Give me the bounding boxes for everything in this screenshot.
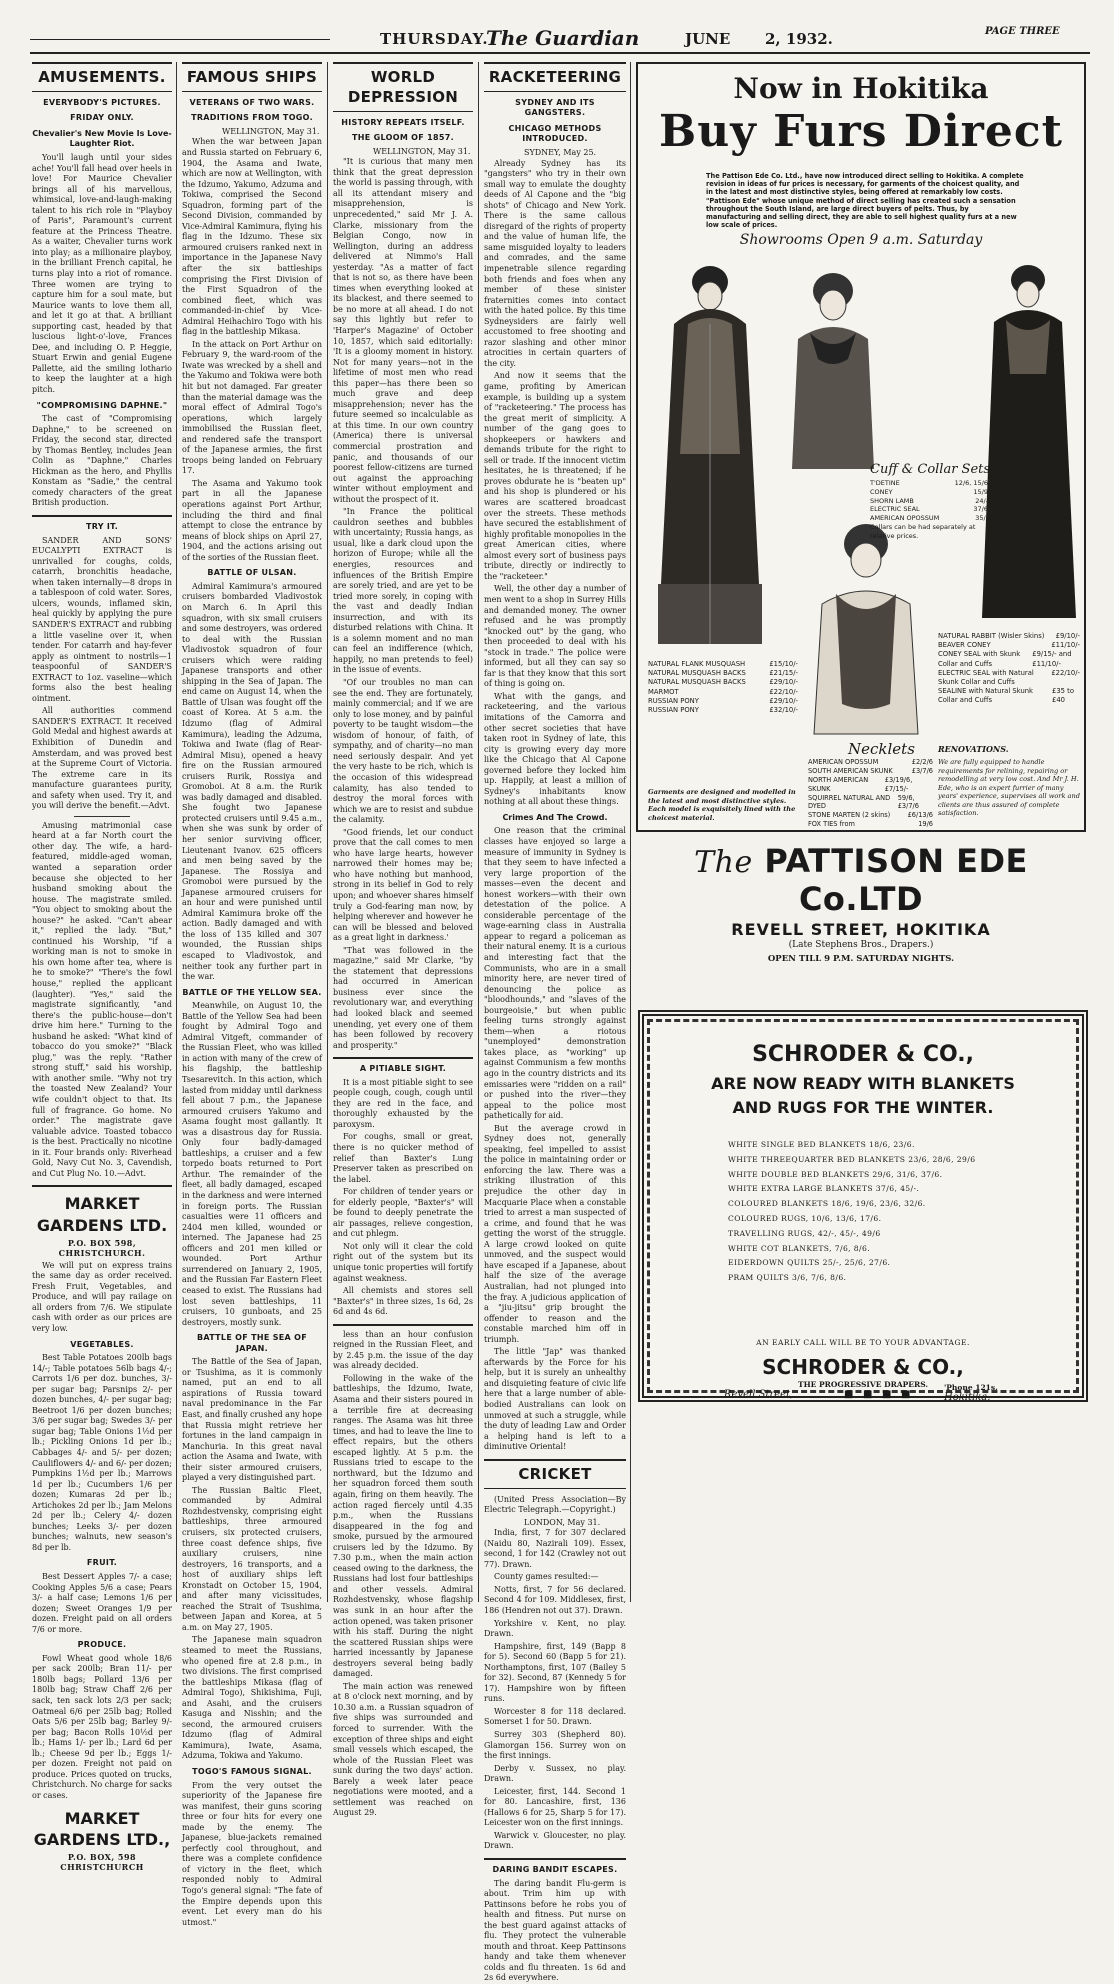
renovations-text: We are fully equipped to handle requirements for relining, repairing or remodelling at very low cost. And Mr J. H. Ede, who is an expert furrier of many years' experience, supervises all work and clients are thus assured of complete satisfaction. [938, 758, 1080, 818]
dateline: WELLINGTON, May 31. [222, 126, 320, 136]
price-item-price: 35/- [975, 514, 988, 523]
pattison-street: REVELL STREET, HOKITIKA [731, 920, 991, 939]
price-item-price: £9/10/- [1055, 632, 1080, 640]
depression-subhead: HISTORY REPEATS ITSELF. [341, 117, 465, 127]
cricket-result: County games resulted:— [494, 1572, 599, 1582]
price-item-name: NATURAL FLANK MUSQUASH [648, 660, 746, 668]
article-paragraph: From the very outset the superiority of the Japanese fire was manifest, their guns scoring three or four hits for every one made by the enemy. The Japanese, blue-jackets remained perfectly cool throughout, and there was a complete confidence of victory in the fleet, which responded nobly to Admiral Togo's general signal: "The fate of the Empire depends upon this event. Let every man do his utmost." [182, 1780, 322, 1927]
price-row [648, 669, 798, 678]
article-paragraph: Best Dessert Apples 7/- a case; Cooking Apples 5/6 a case; Pears 3/- a half case; Lemons 1/6 per dozen; Sweet Oranges 1/9 per dozen. Freight paid on all orders 7/6 or more. [32, 1572, 172, 1634]
depression-title: WORLD DEPRESSION [347, 68, 459, 106]
pattison-logo-name: PATTISON EDE Co.LTD [764, 842, 1028, 918]
masthead-paper-name: The Guardian [486, 26, 640, 50]
article-paragraph: Not only will it clear the cold right out of the system but its unique tonic properties will fortify against weakness. [333, 1241, 473, 1283]
cricket-result: Derby v. Sussex, no play. Drawn. [484, 1763, 626, 1784]
necklets-price-list [808, 758, 933, 829]
ships-subhead: TOGO'S FAMOUS SIGNAL. [192, 1767, 312, 1777]
masthead-rule [30, 39, 330, 40]
price-item-name: T'DETINE [870, 479, 900, 487]
article-paragraph: "In France the political cauldron seethes and bubbles with uncertainty; Russia hangs, as usual, like a dark cloud upon the horizon of Europe; while all the energies, resources and influences of the British Empire are sorely tried, and are yet to be tried more sorely, in coping with the vast and deadly Indian insurrection, and with its disturbed relations with China. It is a solemn moment and no man can feel an indifference (which, happily, no man pretends to feel) in the issue of events. [333, 507, 473, 675]
vegetables-heading: VEGETABLES. [70, 1339, 134, 1349]
price-row [808, 811, 933, 820]
price-item-price: £22/10/- [769, 687, 798, 696]
masthead-month: JUNE [685, 30, 731, 48]
article-paragraph: Already Sydney has its "gangsters" who try in their own small way to emulate the doughty deeds of Al Capone and the "big shots" of Chicago and New York. There is the same callous disregard of the rights of property and the value of human life, the same misguided loyalty to leaders and comrades, and the same impenetrable silence regarding both friends and foes when any member of these sinister fraternities comes into contact with the hated police. By this time Sydneysiders are fairly well accustomed to free shooting and razor slashing and other minor atrocities in certain quarters of the city. [484, 158, 626, 368]
section-rule [484, 1858, 626, 1860]
schroder-advertisement [638, 1010, 1088, 1402]
price-item-price: £3/19/6, £7/15/- [884, 775, 913, 793]
price-item-name: CONEY [870, 487, 893, 496]
price-item-price: £15/10/- [769, 660, 798, 668]
dateline: LONDON, May 31. [524, 1517, 601, 1527]
fur-ad-now-in-hokitika: Now in Hokitika [733, 72, 989, 105]
racketeering-title: RACKETEERING [488, 68, 622, 86]
schroder-phone: 'Phone 121s. [944, 1383, 998, 1392]
price-item-price: £2/2/6 [911, 758, 933, 766]
article-paragraph: "Of our troubles no man can see the end. They are fortunately, mainly commercial; and if we are only to lose money, and by painful poverty to be taught wisdom—the wisdom of honour, of faith, of sympathy, and of charity—no man need seriously despair. And yet the very haste to be rich, which is the occasion of this widespread calamity, has also tended to destroy the moral forces with which we are to resist and subdue the calamity. [333, 678, 473, 825]
coat-price-list-right [938, 632, 1080, 705]
price-item-price: £11/10/- [1051, 641, 1080, 650]
schroder-item: COLOURED BLANKETS 18/6, 19/6, 23/6, 32/6. [728, 1199, 926, 1209]
article-paragraph: It is a most pitiable sight to see people cough, cough, cough until they are red in the face, and thoroughly exhausted by the paroxysm. [333, 1077, 473, 1129]
article-paragraph: less than an hour confusion reigned in the Russian Fleet, and by 2.45 p.m. the issue of the day was already decided. [333, 1329, 473, 1371]
schroder-item: WHITE DOUBLE BED BLANKETS 29/6, 31/6, 37/6. [728, 1169, 943, 1179]
price-row [648, 660, 798, 669]
market-gardens-title-footer: MARKET GARDENS LTD., [33, 1808, 171, 1849]
schroder-name-footer: SCHRODER & CO., [762, 1355, 964, 1379]
price-item-price: £3/7/6 [911, 766, 933, 775]
article-paragraph: The Battle of the Sea of Japan, or Tsushima, as it is commonly named, put an end to all aspirations of Russia toward naval predominance in the Far East, and finally crushed any hope that Russia might retrieve her fortunes in the land campaign in Manchuria. In this great naval action the Asama and Iwate, with their sister armoured cruisers, played a very distinguished part. [182, 1357, 322, 1483]
ships-subhead: TRADITIONS FROM TOGO. [191, 113, 313, 123]
market-gardens-title: MARKET GARDENS LTD. [36, 1194, 168, 1235]
schroder-dot-leader: ■ ■ ■ ■ [844, 1389, 911, 1400]
article-paragraph: Fowl Wheat good whole 18/6 per sack 200lb; Bran 11/- per 180lb bags; Pollard 13/6 per 180lb bag; Straw Chaff 2/6 per sack, ten sack lots 2/3 per sack; Oatmeal 6/6 per 25lb bag; Rolled Oats 5/6 per 25lb bag; Barley 9/- per bag; Bacon Rolls 10½d per lb.; Hams 1/- per lb.; Lard 6d per lb.; Cheese 9d per lb.; Eggs 1/- per dozen. Freight not paid on produce. Prices quoted on trucks, Christchurch. No charge for sacks or cases. [32, 1653, 172, 1800]
article-paragraph: You'll laugh until your sides ache! You'll fall head over heels in love! For Maurice Chevalier brings all of his marvellous, whimsical, love-and-laugh-making talent to his rich role in "Playboy of Paris", Paramount's current feature at the Princess Theatre. As a waiter, Chevalier turns work into play; as a millionaire playboy, in the brilliant French capital, he turns play into a riot of romance. Three women are trying to capture him for a soul mate, but Maurice wants to love them all, and let it go at that. A brilliant supporting cast, headed by that luscious light-o'-love, Frances Dee, and including O. P. Heggie, Stuart Erwin and genial Eugene Pallette, aid the smiling lothario to keep the laughter at a high pitch. [32, 152, 172, 395]
price-item-price: £29/10/- [769, 696, 798, 705]
schroder-town: Hokitika. [944, 1392, 991, 1403]
price-item-name: ELECTRIC SEAL [870, 505, 920, 514]
article-paragraph: The Asama and Yakumo took part in all the Japanese operations against Port Arthur, including the third and final attempt to close the entrance by means of block ships on April 27, 1904, and the actions arising out of the sorties of the Russian fleet. [182, 478, 322, 562]
price-item-name: NATURAL MUSQUASH BACKS [648, 669, 746, 678]
schroder-early-call: AN EARLY CALL WILL BE TO YOUR ADVANTAGE. [756, 1338, 970, 1347]
article-paragraph: One reason that the criminal classes have enjoyed so large a measure of immunity in Sydney is that they seem to have infected a very large proportion of the masses—even the decent and honest workers—with their own detestation of the police. A considerable percentage of the wage-earning class in Australia appear to regard a policeman as their natural enemy. It is a curious and interesting fact that the Communists, who are in a small minority here, are never tired of denouncing the police as "bloodhounds," and "slaves of the bourgeoisie," but when public feeling turns strongly against them—when a riotous "unemployed" demonstration takes place, as "working" up against Communism a few months ago in the country districts and its emissaries were "ridden on a rail" or pushed into the river—they appeal to the police most pathetically for aid. [484, 826, 626, 1121]
article-paragraph: The Russian Baltic Fleet, commanded by Admiral Rozhdestvensky, comprising eight battleships, three armoured cruisers, six protected cruisers, three coast defence ships, five auxiliary cruisers, nine destroyers, 16 transports, and a host of auxiliary ships left Kronstadt on October 15, 1904, and after many vicissitudes, reached the Strait of Tsushima, between Japan and Korea, at 5 a.m. on May 27, 1905. [182, 1485, 322, 1632]
fur-advertisement [636, 62, 1086, 832]
article-paragraph: We will put on express trains the same day as order received. Fresh Fruit, Vegetables, and Produce, and will pay railage on all orders from 7/6. We stipulate cash with order as our prices are very low. [32, 1260, 172, 1333]
price-row [870, 505, 988, 514]
cricket-result: Surrey 303 (Shepherd 80). Glamorgan 156. Surrey won on the first innings. [484, 1729, 626, 1761]
ships-subhead: BATTLE OF THE SEA OF JAPAN. [196, 1333, 308, 1353]
pattison-ede-logo [636, 842, 1086, 918]
cuff-collar-price-list [870, 479, 988, 540]
price-item-price: 15/9 [973, 487, 988, 496]
price-item-price: £6/13/6 [907, 811, 933, 820]
amusements-subhead: EVERYBODY'S PICTURES. [43, 97, 161, 107]
price-item-name: NORTH AMERICAN SKUNK [808, 775, 869, 793]
price-item-name: MARMOT [648, 687, 679, 696]
market-gardens-address-footer: P.O. BOX, 598 CHRISTCHURCH [60, 1851, 144, 1873]
article-paragraph: Following in the wake of the battleships, the Idzumo, Iwate, Asama and their sisters poured in a terrible fire at decreasing ranges. The Asama was hit three times, and had to leave the line to effect repairs, but the others escaped lightly. At 5 p.m. the Russians tried to escape to the northward, but the Idzumo and her squadron forced them south again, firing on them heavily. The action raged fiercely until 4.35 p.m., when the Russians disappeared in the fog and smoke, pursued by the armoured cruisers led by the Idzumo. By 7.30 p.m., when the main action ceased owing to the darkness, the Russians had lost four battleships and other vessels. Admiral Rozhdestvensky, whose flagship was sunk in an hour after the action opened, was taken prisoner with his staff. During the night the scattered Russian ships were harried incessantly by Japanese destroyers several being badly damaged. [333, 1373, 473, 1679]
price-item-name: SQUIRREL NATURAL AND DYED [808, 793, 891, 811]
amusements-subhead: Chevalier's New Movie Is Love-Laughter Riot. [32, 128, 172, 149]
price-row [808, 767, 933, 776]
article-paragraph: Well, the other day a number of men went to a shop in Surrey Hills and demanded money. The owner refused and he was promptly "knocked out" by the gang, who then proceeded to deal with his "stock in trade." The police were informed, but all they can say so far is that they know that this sort of thing is going on. [484, 584, 626, 689]
column-divider [630, 62, 631, 1602]
cuff-collar-note: Collars can be had separately at relative prices. [870, 522, 976, 540]
woman-fur-collar-portrait [788, 259, 878, 469]
fruit-heading: FRUIT. [86, 1558, 118, 1568]
article-paragraph: All chemists and stores sell "Baxter's" in three sizes, 1s 6d, 2s 6d and 4s 6d. [333, 1286, 473, 1317]
schroder-item: PRAM QUILTS 3/6, 7/6, 8/6. [728, 1273, 847, 1283]
price-row [938, 632, 1080, 641]
racketeering-subhead: Crimes And The Crowd. [502, 812, 608, 822]
column-world-depression [333, 62, 473, 1818]
article-paragraph: In the attack on Port Arthur on February 9, the ward-room of the Iwate was wrecked by a shell and the Yakumo and Tokiwa were both hit but not damaged. Far greater than the material damage was the moral effect of Admiral Togo's operations, which largely immobilised the Russian fleet, and rendered safe the transport of the Japanese armies, the first troops being landed on February 17. [182, 339, 322, 476]
price-item-name: STONE MARTEN (2 skins) [808, 811, 891, 820]
price-item-price: £21/15/- [769, 669, 798, 678]
schroder-address: Revell Street, [724, 1389, 794, 1400]
cricket-result: Leicester, first, 144. Second 1 for 80. Lancashire, first, 136 (Hallows 6 for 25, Sharp 5 for 17). Leicester won on the first innings. [484, 1786, 626, 1828]
schroder-rugs-line: AND RUGS FOR THE WINTER. [732, 1098, 994, 1117]
price-item-name: ELECTRIC SEAL with Natural Skunk Collar and Cuffs [938, 668, 1034, 686]
amusements-title: AMUSEMENTS. [38, 68, 166, 86]
masthead-date: 2, 1932. [765, 30, 833, 48]
column-divider [327, 62, 328, 1602]
pattison-ede-block [636, 838, 1086, 964]
article-paragraph: "That was followed in the magazine," said Mr Clarke, "by the statement that depressions had occurred in American business ever since the revolutionary war, and everything had looked black and seemed unending, yet every one of them has been followed by recovery and prosperity." [333, 945, 473, 1050]
price-row [808, 776, 933, 794]
article-paragraph: What with the gangs, and racketeering, and the various imitations of the Camorra and other secret societies that have taken root in Sydney of late, this city is growing every day more like the Chicago that Al Capone governed before they locked him up. Happily, at least a million of Sydney's inhabitants know nothing at all about these things. [484, 691, 626, 807]
racketeering-header [484, 62, 626, 92]
price-item-name: SOUTH AMERICAN SKUNK [808, 766, 893, 775]
cricket-result: Notts, first, 7 for 56 declared. Second 4 for 109. Middlesex, first, 186 (Hendren not out 37). Drawn. [484, 1584, 626, 1615]
price-row [938, 641, 1080, 650]
coat-price-list-left [648, 660, 798, 715]
price-item-name: AMERICAN OPOSSUM [808, 758, 879, 766]
amusements-subhead: "COMPROMISING DAPHNE." [36, 400, 168, 410]
ships-subhead: VETERANS OF TWO WARS. [189, 97, 315, 107]
price-item-name: BEAVER CONEY [938, 641, 991, 650]
price-row [808, 758, 933, 767]
section-rule [32, 1185, 172, 1187]
garment-note: Garments are designed and modelled in the latest and most distinctive styles. Each model is exquisitely lined with the choicest material. [648, 788, 796, 822]
price-item-price: 24/- [975, 496, 988, 505]
divider [74, 816, 130, 817]
price-item-name: CONEY SEAL with Skunk Collar and Cuffs [938, 650, 1021, 668]
renovations-heading: RENOVATIONS. [938, 744, 1009, 754]
article-paragraph: Admiral Kamimura's armoured cruisers bombarded Vladivostok on March 6. In April this squadron, with six small cruisers and some destroyers, was ordered to deal with the Russian Vladivostok squadron of four cruisers which were raiding Japanese transports and other shipping in the Sea of Japan. The end came on August 14, when the Battle of Ulsan was fought off the coast of Korea. At 5 a.m. the Idzumo (flag of Admiral Kamimura), leading the Adzuma, Tokiwa and Iwate (flag of Rear-Admiral Misu), opened a heavy fire on the Russian armoured cruisers Rurik, Rossiya and Gromoboi. At 8 a.m. the Rurik was badly damaged and disabled. She fought two Japanese protected cruisers until 9.45 a.m., when she was sunk by order of her senior surviving officer, Lieutenant Ivanov. 625 officers and men being saved by the Japanese. The Rossiya and Gromoboi were pursued by the Japanese armoured cruisers for an hour and were punished until Admiral Kamimura broke off the action. Badly damaged and with the loss of 135 killed and 307 wounded, the Russian ships escaped to Vladivostok, and neither took any further part in the war. [182, 581, 322, 982]
depression-subhead: THE GLOOM OF 1857. [352, 133, 454, 143]
price-row [938, 687, 1080, 705]
price-item-price: £29/10/- [769, 678, 798, 687]
schroder-item: TRAVELLING RUGS, 42/-, 45/-, 49/6 [728, 1228, 881, 1238]
section-rule [32, 515, 172, 517]
schroder-item-list [728, 1138, 1058, 1286]
column-racketeering [484, 62, 626, 1983]
price-item-price: £9/15/- and £11/10/- [1032, 650, 1072, 668]
price-item-price: 19/6 [918, 820, 933, 829]
article-paragraph: "Good friends, let our conduct prove that the call comes to men who have large hearts, however narrowed their homes may be; who have nothing but manhood, strong in its belief in God to rely upon; and whoever shares himself truly a God-fearing man now, by helping wherever and however he can will be blessed and beloved as a great light in darkness.' [333, 827, 473, 943]
ships-header [182, 62, 322, 92]
cricket-title: CRICKET [518, 1464, 592, 1483]
price-item-price: £22/10/- [1051, 668, 1080, 677]
price-item-price: 37/6 [973, 505, 988, 514]
price-item-name: RUSSIAN PONY [648, 705, 699, 714]
price-row [870, 479, 988, 488]
schroder-item: WHITE COT BLANKETS, 7/6, 8/6. [728, 1243, 871, 1253]
cricket-result: Yorkshire v. Kent, no play. Drawn. [484, 1618, 626, 1639]
racketeering-subhead: SYDNEY AND ITS GANGSTERS. [515, 97, 595, 118]
fur-ad-showrooms: Showrooms Open 9 a.m. Saturday [739, 232, 983, 248]
schroder-item: COLOURED RUGS, 10/6, 13/6, 17/6. [728, 1213, 882, 1223]
schroder-name: SCHRODER & CO., [752, 1042, 974, 1067]
schroder-progressive: THE PROGRESSIVE DRAPERS. [798, 1380, 928, 1389]
fur-ad-headline: Buy Furs Direct [659, 106, 1063, 157]
price-item-name: SEALINE with Natural Skunk Collar and Cuffs [938, 687, 1033, 705]
bandit-heading: DARING BANDIT ESCAPES. [492, 1865, 618, 1874]
column-divider [478, 62, 479, 1602]
article-paragraph: The little "Jap" was thanked afterwards by the Force for his help, but it is surely an unhealthy and disquieting feature of civic life here that a large number of able-bodied Australians can look on unmoved at such a struggle, while the duty of leading Law and Order a helping hand is left to a diminutive Oriental! [484, 1347, 626, 1452]
section-rule [333, 1324, 473, 1326]
schroder-item: WHITE THREEQUARTER BED BLANKETS 23/6, 28/6, 29/6 [728, 1154, 976, 1164]
cuff-collar-heading: Cuff & Collar Sets [870, 462, 991, 477]
cricket-result: India, first, 7 for 307 declared (Naidu 80, Nazirali 109). Essex, second, 1 for 142 (Crawley not out 77). Drawn. [484, 1528, 626, 1569]
article-paragraph: All authorities commend SANDER'S EXTRACT. It received Gold Medal and highest awards at Exhibition of Dunedin and Amsterdam, and was proved best at the Supreme Court of Victoria. The extreme care in its manufacture guarantees purity, and safety when used. Try it, and you will derive the benefit.—Advt. [32, 706, 172, 811]
price-row [870, 497, 988, 506]
schroder-item: EIDERDOWN QUILTS 25/-, 25/6, 27/6. [728, 1258, 891, 1268]
column-famous-ships [182, 62, 322, 1927]
price-item-name: NATURAL RABBIT (Wisler Skins) [938, 632, 1045, 640]
masthead-day: THURSDAY. [380, 30, 489, 48]
price-row [648, 688, 798, 697]
price-row [808, 820, 933, 829]
pattison-open-hours: OPEN TILL 9 P.M. SATURDAY NIGHTS. [767, 954, 955, 964]
fur-ad-intro: The Pattison Ede Co. Ltd., have now introduced direct selling to Hokitika. A complete revision in ideas of fur prices is necessary, for garments of the choicest quality, and in the latest and most distinctive styles, being offered at remarkably low costs. "Pattison Ede" whose unique method of direct selling has created such a sensation throughout the South Island, are large direct buyers of pelts. Thus, by manufacturing and selling direct, they are able to sell highest quality furs at a new low scale of prices. [706, 172, 1024, 230]
cricket-header [484, 1459, 626, 1489]
dateline: SYDNEY, May 25. [524, 147, 597, 157]
price-item-price: £32/10/- [769, 705, 798, 714]
racketeering-subhead: CHICAGO METHODS INTRODUCED. [508, 123, 602, 144]
price-item-price: £35 to £40 [1052, 687, 1074, 705]
article-paragraph: The main action was renewed at 8 o'clock next morning, and by 10.30 a.m. a Russian squadron of five ships was surrounded and forced to surrender. With the exception of three ships and eight small vessels which escaped, the whole of the Russian Fleet was sunk during the two days' action. Barely a week later peace negotiations were mooted, and a settlement was reached on August 29. [333, 1681, 473, 1818]
price-row [938, 669, 1080, 687]
cricket-result: Hampshire, first, 149 (Bapp 8 for 5). Second 60 (Bapp 5 for 21). Northamptons, first, 107 (Bailey 5 for 32). Second, 87 (Kennedy 5 for 17). Hampshire won by fifteen runs. [484, 1641, 626, 1704]
section-rule [333, 1057, 473, 1059]
price-row [808, 794, 933, 812]
amusements-header [32, 62, 172, 92]
try-it-heading: TRY IT. [85, 522, 119, 532]
price-item-name: FOX TIES from [808, 820, 855, 829]
article-paragraph: For coughs, small or great, there is no quicker method of relief than Baxter's Lung Preserver taken as prescribed on the label. [333, 1132, 473, 1184]
price-item-name: SHORN LAMB [870, 496, 914, 505]
produce-heading: PRODUCE. [77, 1640, 127, 1650]
price-item-price: 59/6, £3/7/6 [897, 793, 919, 811]
column-amusements [32, 62, 172, 1873]
pattison-late-note: (Late Stephens Bros., Drapers.) [788, 940, 934, 950]
pattison-logo-the: The [694, 845, 753, 880]
article-paragraph: Amusing matrimonial case heard at a far North court the other day. The wife, a hard-featured, middle-aged woman, wanted a separation order because she objected to her husband smoking about the house. The magistrate smiled. "You object to smoking about the house?" he asked. "Can't abear it," replied the lady. "But," continued his Worship, "if a working man is not to smoke in his own home after tea, where is he to smoke?" "There's the fowl house," replied the applicant (laughter). "Yes," said the magistrate significantly, "and there's the public-house—don't drive him here." Turning to the husband he asked: "What kind of tobacco do you smoke?" "Black plug," was the reply. "Rather strong stuff," said his worship, with another smile. "Why not try the toasted New Zealand? Your wife couldn't object to that. Its full of fragrance. Go home. No order." The magistrate gave valuable advice. Toasted tobacco is the best. Practically no nicotine in it. Four brands only: Riverhead Gold, Navy Cut No. 3, Cavendish, and Cut Plug No. 10.—Advt. [32, 820, 172, 1178]
woman-in-dark-fur-coat-illustration [976, 254, 1082, 624]
schroder-ready-line: ARE NOW READY WITH BLANKETS [711, 1074, 1015, 1093]
woman-in-fur-coat-illustration [644, 254, 774, 654]
price-item-name: RUSSIAN PONY [648, 696, 699, 705]
article-paragraph: The Japanese main squadron steamed to meet the Russians, who opened fire at 2.8 p.m., in two divisions. The first comprised the battleships Mikasa (flag of Admiral Togo), Shikishima, Fuji, and Asahi, and the cruisers Kasuga and Nisshin; and the second, the armoured cruisers Idzumo (flag of Admiral Kamimura), Iwate, Asama, Adzuma, Tokiwa and Yakumo. [182, 1635, 322, 1761]
schroder-item: WHITE EXTRA LARGE BLANKETS 37/6, 45/-. [728, 1184, 920, 1194]
column-divider [176, 62, 177, 1602]
article-paragraph: For children of tender years or for elderly people, "Baxter's" will be found to deeply penetrate the air passages, relieve congestion, and cut phlegm. [333, 1187, 473, 1239]
price-item-price: 12/6, 15/6 [954, 479, 988, 487]
masthead [30, 24, 1090, 54]
pitiable-sight-heading: A PITIABLE SIGHT. [359, 1064, 447, 1074]
price-row [870, 514, 988, 523]
article-paragraph: But the average crowd in Sydney does not, generally speaking, feel impelled to assist the police in maintaining order or enforcing the law. There was a striking illustration of this prejudice the other day in Macquarie Place when a constable tried to arrest a man suspected of a crime, and found that he was getting the worst of the struggle. A large crowd looked on quite unmoved, and the suspect would have escaped if a Japanese, about half the size of the average Australian, had not plunged into the fray. A judicious application of a "jiu-jitsu" grip brought the offender to reason and the constable marched him off in triumph. [484, 1123, 626, 1344]
amusements-subhead: FRIDAY ONLY. [70, 113, 134, 123]
price-row [938, 650, 1080, 668]
article-paragraph: Meanwhile, on August 10, the Battle of the Yellow Sea had been fought by Admiral Togo and Admiral Vitgeft, commander of the Russian Fleet, who was killed in action with many of the crew of his flagship, the battleship Tsesarevitch. In this action, which lasted from midday until darkness fell about 7 p.m., the Japanese armoured cruisers Yakumo and Asama fought most gallantly. It was a disastrous day for Russia. Only four badly-damaged battleships, a cruiser and a few torpedo boats returned to Port Arthur. The remainder of the fleet, all badly damaged, escaped in the darkness and were interned in foreign ports. The Russian casualties were 11 officers and 2404 men killed, wounded or interned. The Japanese had 25 officers and 201 men killed or wounded. Port Arthur surrendered on January 2, 1905, and the Russian Far Eastern Fleet ceased to exist. The Russians had lost seven battleships, 11 cruisers, 10 gunboats, and 25 destroyers, mostly sunk. [182, 1001, 322, 1327]
ships-subhead: BATTLE OF THE YELLOW SEA. [182, 987, 322, 997]
cricket-result: Worcester 8 for 118 declared. Somerset 1 for 50. Drawn. [484, 1706, 626, 1727]
price-row [648, 678, 798, 687]
depression-header [333, 62, 473, 112]
article-paragraph: And now it seems that the game, profiting by American example, is building up a system of "racketeering." The process has the great merit of simplicity. A number of the gang goes to shopkeepers or hawkers and demands tribute for the right to sell or trade. If the innocent victim hesitates, he is threatened; if he proves obdurate he is "beaten up" and his shop is plundered or his wares are scattered broadcast over the streets. These methods have secured the establishment of highly profitable monopolies in the great American cities, where almost every sort of business pays tribute, directly or indirectly to the "racketeer." [484, 371, 626, 581]
price-row [870, 488, 988, 497]
price-item-name: NATURAL MUSQUASH BACKS [648, 678, 746, 687]
necklets-heading: Necklets [848, 740, 915, 758]
article-paragraph: The daring bandit Flu-germ is about. Trim him up with Pattinsons before he robs you of health and fitness. Put nurse on the best guard against attacks of flu. They protect the vulnerable mouth and throat. Keep Pattinsons handy and take them whenever colds and flu threaten. 1s 6d and 2s 6d everywhere. [484, 1878, 626, 1983]
dateline: WELLINGTON, May 31. [373, 146, 471, 156]
article-paragraph: When the war between Japan and Russia started on February 6, 1904, the Asama and Iwate, which are now at Wellington, with the Idzumo, Yakumo, Adzuma and Tokiwa, comprised the Second Squadron, forming part of the Second Division, commanded by Vice-Admiral Kamimura, flying his flag in the Idzumo. These six armoured cruisers ranked next in importance in the Japanese Navy after the six battleships comprising the First Division of the First Squadron of the combined fleet, which was commanded-in-chief by Vice-Admiral Heihachiro Togo with his flag in the battleship Mikasa. [182, 137, 322, 337]
cricket-result: Warwick v. Gloucester, no play. Drawn. [484, 1830, 626, 1851]
cricket-source: (United Press Association—By Electric Telegraph.—Copyright.) [484, 1494, 626, 1515]
schroder-item: WHITE SINGLE BED BLANKETS 18/6, 23/6. [728, 1140, 915, 1149]
price-row [648, 697, 798, 706]
price-row [648, 706, 798, 715]
market-gardens-address: P.O. BOX 598, CHRISTCHURCH. [58, 1237, 146, 1259]
article-paragraph: Best Table Potatoes 200lb bags 14/-; Table potatoes 56lb bags 4/-; Carrots 1/6 per doz. bunches, 3/- per sugar bag; Parsnips 2/- per dozen bunches, 4/- per sugar bag; Beetroot 1/6 per dozen bunches; 3/6 per sugar bag; Swedes 3/- per sugar bag; Table Onions 1½d per lb.; Pickling Onions 1d per lb.; Cabbages 4/- and 5/- per dozen; Cauliflowers 4/- and 6/- per dozen; Pumpkins 1½d per lb.; Marrows 1d per lb.; Cucumbers 1/6 per dozen; Kumaras 2d per lb.; Artichokes 2d per lb.; Jam Melons 2d per lb.; Celery 4/- dozen bunches; Leeks 3/- per dozen bunches; walnuts, new season's 8d per lb. [32, 1353, 172, 1552]
ships-subhead: BATTLE OF ULSAN. [207, 568, 297, 578]
price-item-name: AMERICAN OPOSSUM [870, 514, 940, 523]
ships-title: FAMOUS SHIPS [186, 68, 318, 86]
masthead-page-number: PAGE THREE [985, 26, 1060, 37]
article-paragraph: "It is curious that many men think that the great depression the world is passing through, with all its attendant misery and misapprehension, is unprecedented," said Mr J. A. Clarke, missionary from the Belgian Congo, now in Wellington, during an address delivered at Nimmo's Hall yesterday. "As a matter of fact that is not so, as there have been times when everything looked at its blackest, and there seemed to be no more at all ahead. I do not say this lightly but refer to 'Harper's Magazine' of October 10, 1857, which said editorially: 'It is a gloomy moment in history. Not for many years—not in the lifetime of most men who read this paper—has there been so much grave and deep misapprehension; never has the future seemed so incalculable as at this time. In our own country (America) there is universal commercial prostration and panic, and thousands of our poorest fellow-citizens are turned out against the approaching winter without employment and without the prospect of it. [333, 157, 473, 504]
article-paragraph: SANDER AND SONS' EUCALYPTI EXTRACT is unrivalled for coughs, colds, catarrh, bronchitis headache, when taken internally—8 drops in a tablespoon of cold water. Sores, ulcers, wounds, inflamed skin, heal quickly by applying the pure SANDER'S EXTRACT and rubbing a little vaseline over it, when tender. For catarrh and hay-fever apply as ointment to nostrils—1 teaspoonful of SANDER'S EXTRACT to 1oz. vaseline—which forms also the best healing ointment. [32, 535, 172, 703]
article-paragraph: The cast of "Compromising Daphne," to be screened on Friday, the second star, directed by Thomas Bentley, includes Jean Colin as "Daphne," Charles Hickman as the hero, and Phyllis Konstam as "Sadie," the central comedy characters of the great British production. [32, 414, 172, 508]
